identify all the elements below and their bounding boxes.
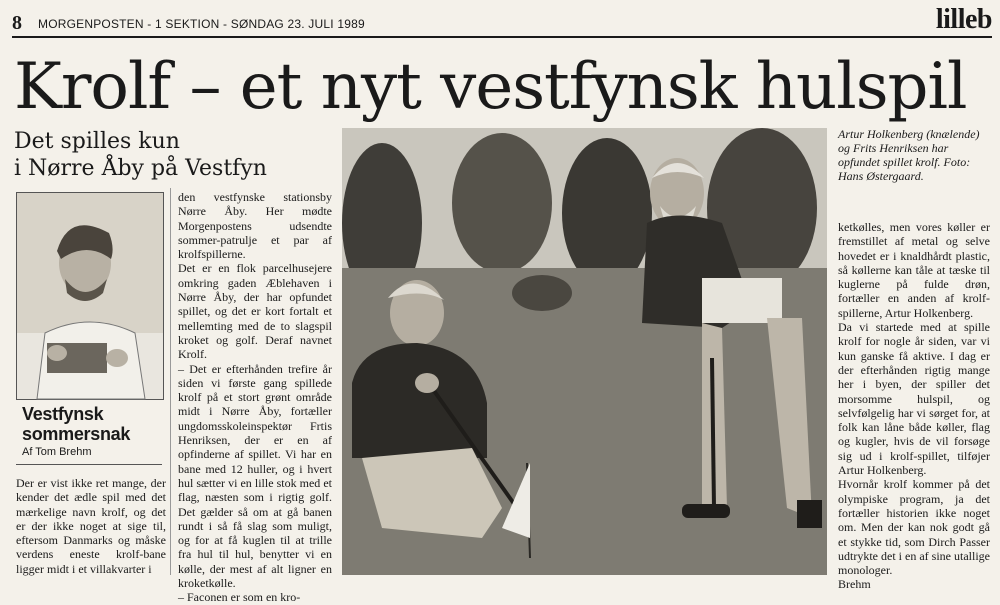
page-number: 8 bbox=[12, 12, 22, 34]
header-dateline: MORGENPOSTEN - 1 SEKTION - SØNDAG 23. JULI 1989 bbox=[38, 17, 365, 31]
article-column-2: den vestfynske stationsby Nørre Åby. Her mødte Morgenpostens udsendte sommer-patrulje et par af krolfspillerne. Det er en flok parcelhusejere omkring gaden Æblehaven i Nørre Åby, der har opfundet spillet, og det er kort fortalt et mellemting med de to slagspil kroket og golf. Deraf navnet Krolf. – Det er efterhånden trefire år siden vi første gang spillede krolf på et stort grønt område midt i Nørre Åby, fortæller ungdomsskoleinspektør Frtis Henriksen, der er en af opfinderne af spillet. Vi har en bane med 12 huller, og i hvert hul sætter vi en lille stok med et flag, næsten som i rigtig golf. Det gælder så om at gå banen rundt i så få slag som muligt, og for at få kuglen til at trille fra hul til hul, benytter vi en kølle, der mest af alt ligner en kroketkølle. – Faconen er som en kro- bbox=[178, 190, 332, 605]
byline-author: Af Tom Brehm bbox=[22, 446, 92, 458]
byline-box bbox=[16, 398, 162, 465]
author-portrait bbox=[16, 192, 164, 400]
column-divider bbox=[170, 188, 171, 575]
krolf-players-photo bbox=[342, 128, 827, 575]
article-column-3: ketkølles, men vores køller er fremstillet af metal og selve hovedet er i knaldhårdt plastic, så køllerne kan tåle at tæske til kuglerne på fulde drøn, fortæller en anden af krolf-spillerne, Artur Holkenberg. Da vi startede med at spille krolf for nogle år siden, var vi kun ganske få aktive. I dag er der efterhånden rigtig mange her i byen, der spiller det morsomme hulspil, og selvfølgelig har vi sørget for, at folk kan låne både køller, flag og kugler, hvis de vil forsøge sig ud i krolf-spillet, tilføjer Artur Holkenberg. Hvornår krolf kommer på det olympiske program, ja det fortæller historien ikke noget om. Men der kan nok godt gå et stykke tid, som Dirch Passer udtrykte det i en af sine utallige monologer. Brehm bbox=[838, 220, 990, 592]
page-header bbox=[12, 4, 992, 38]
author-portrait-image bbox=[17, 193, 163, 399]
photo-caption: Artur Holkenberg (knælende) og Frits Henriksen har opfundet spillet krolf. Foto: Hans Østergaard. bbox=[838, 127, 980, 183]
section-logo: lilleb bbox=[935, 4, 992, 35]
article-headline: Krolf – et nyt vestfynsk hulspil bbox=[14, 50, 967, 124]
column-kicker: Vestfynsk sommersnak bbox=[22, 404, 131, 444]
article-subhead: Det spilles kun i Nørre Åby på Vestfyn bbox=[14, 129, 267, 181]
article-column-1: Der er vist ikke ret mange, der kender det ædle spil med det mærkelige navn krolf, og det er der ikke noget at sige til, eftersom Danmarks og måske verdens eneste krolf-bane ligger midt i et villakvarter i bbox=[16, 476, 166, 576]
article-photo bbox=[342, 128, 827, 575]
